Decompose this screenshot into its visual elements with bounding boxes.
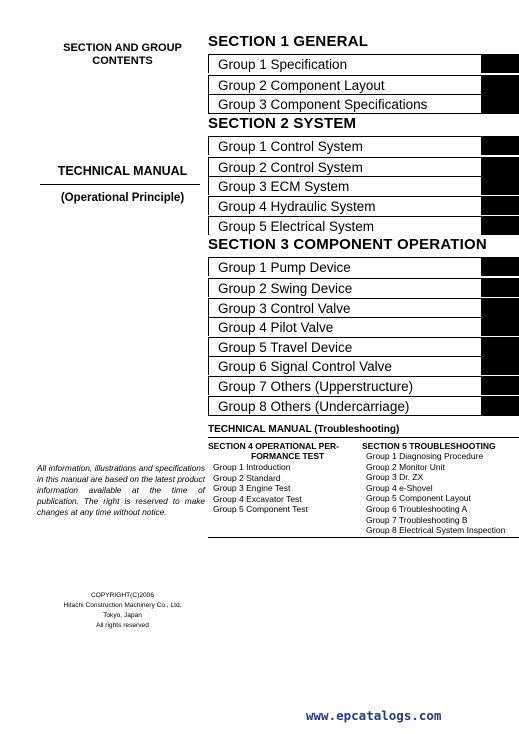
section-5-group[interactable]: Group 8 Electrical System Inspection (366, 525, 506, 536)
section-2-title: SECTION 2 SYSTEM (208, 115, 357, 132)
section-5-column (362, 441, 519, 536)
index-tab (481, 197, 519, 215)
index-tab (481, 137, 519, 155)
troubleshooting-title: TECHNICAL MANUAL (Troubleshooting) (208, 424, 400, 435)
title-divider (40, 184, 200, 185)
section-3-group-1[interactable] (208, 257, 519, 276)
section-5-group[interactable]: Group 2 Monitor Unit (366, 461, 445, 472)
index-tab (481, 299, 519, 317)
index-tab (481, 95, 519, 113)
group-label: Group 4 Hydraulic System (218, 199, 376, 214)
index-tab (481, 76, 519, 94)
index-tab (481, 338, 519, 356)
section-5-group[interactable]: Group 3 Dr. ZX (366, 472, 424, 483)
section-5-title: SECTION 5 TROUBLESHOOTING (362, 441, 496, 451)
copyright-line: COPYRIGHT(C)2006 (90, 592, 155, 599)
index-tab (481, 158, 519, 176)
index-tab (481, 258, 519, 276)
section-1-group-3[interactable] (208, 94, 519, 113)
section-group-contents-heading (40, 42, 205, 68)
footer-url-link[interactable]: www.epcatalogs.com (306, 708, 442, 723)
troubleshooting-end-rule (208, 537, 519, 538)
index-tab (481, 279, 519, 297)
group-label: Group 6 Signal Control Valve (218, 359, 392, 374)
group-label: Group 1 Pump Device (218, 260, 351, 275)
section-4-group[interactable]: Group 5 Component Test (213, 504, 308, 515)
section-2-group-4[interactable] (208, 196, 519, 215)
section-2-group-1[interactable] (208, 136, 519, 155)
section-5-group[interactable]: Group 6 Troubleshooting A (366, 503, 468, 514)
copyright-block (40, 591, 205, 631)
group-label: Group 3 Component Specifications (218, 97, 428, 112)
copyright-line: Tokyo, Japan (103, 612, 142, 619)
section-5-group[interactable]: Group 1 Diagnosing Procedure (366, 451, 484, 461)
section-4-group[interactable]: Group 2 Standard (213, 472, 281, 483)
index-tab (481, 318, 519, 336)
section-4-group[interactable]: Group 4 Excavator Test (213, 493, 302, 504)
section-5-group[interactable]: Group 5 Component Layout (366, 493, 471, 504)
copyright-line: All rights reserved (96, 622, 149, 629)
technical-manual-title: TECHNICAL MANUAL (57, 164, 188, 178)
group-label: Group 5 Travel Device (218, 340, 353, 355)
index-tab (481, 397, 519, 415)
group-label: Group 2 Control System (218, 160, 363, 175)
section-1-group-2[interactable] (208, 75, 519, 94)
section-3-group-3[interactable] (208, 298, 519, 317)
section-4-title-line-1: SECTION 4 OPERATIONAL PER- (208, 441, 339, 451)
heading-line-2: CONTENTS (92, 55, 153, 67)
section-2-group-3[interactable] (208, 176, 519, 195)
group-label: Group 5 Electrical System (218, 219, 375, 234)
group-label: Group 1 Specification (218, 57, 348, 72)
group-label: Group 8 Others (Undercarriage) (218, 399, 410, 414)
disclaimer-text: All information, illustrations and specifications in this manual are based on the latest product information available at the time of publication. The right is reserved to make changes at any time without notice. (37, 463, 205, 517)
section-5-group[interactable]: Group 7 Troubleshooting B (366, 514, 468, 525)
group-label: Group 2 Component Layout (218, 78, 385, 93)
section-2-group-2[interactable] (208, 157, 519, 176)
section-4-group[interactable]: Group 1 Introduction (213, 462, 291, 472)
index-tab (481, 377, 519, 395)
section-3-group-7[interactable] (208, 376, 519, 395)
troubleshooting-rule (208, 437, 519, 438)
technical-manual-subtitle: (Operational Principle) (60, 192, 185, 204)
group-label: Group 2 Swing Device (218, 281, 353, 296)
section-5-group[interactable]: Group 4 e-Shovel (366, 482, 433, 493)
index-tab (481, 357, 519, 375)
section-3-end-rule (208, 415, 519, 416)
section-1-title: SECTION 1 GENERAL (208, 33, 369, 50)
section-3-title: SECTION 3 COMPONENT OPERATION (208, 236, 487, 253)
section-2-group-5[interactable] (208, 216, 519, 235)
section-3-group-8[interactable] (208, 396, 519, 415)
group-label: Group 3 Control Valve (218, 301, 351, 316)
section-3-group-2[interactable] (208, 278, 519, 297)
section-3-group-5[interactable] (208, 337, 519, 356)
section-4-column (208, 441, 358, 515)
section-1-end-rule (208, 113, 519, 114)
section-4-title-line-2: FORMANCE TEST (251, 451, 325, 461)
section-4-group[interactable]: Group 3 Engine Test (213, 483, 291, 494)
section-3-group-4[interactable] (208, 317, 519, 336)
index-tab (481, 217, 519, 235)
section-1-group-1[interactable] (208, 54, 519, 73)
group-label: Group 7 Others (Upperstructure) (218, 379, 414, 394)
copyright-line: Hitachi Construction Machinery Co., Ltd. (63, 602, 182, 609)
index-tab (481, 55, 519, 73)
heading-line-1: SECTION AND GROUP (63, 42, 182, 54)
section-3-group-6[interactable] (208, 356, 519, 375)
index-tab (481, 177, 519, 195)
group-label: Group 1 Control System (218, 139, 363, 154)
group-label: Group 4 Pilot Valve (218, 320, 334, 335)
group-label: Group 3 ECM System (218, 179, 350, 194)
